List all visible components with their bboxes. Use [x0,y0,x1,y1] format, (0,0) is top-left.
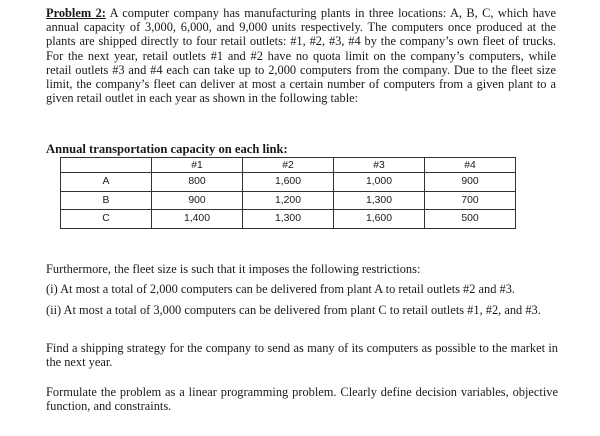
restrictions-intro: Furthermore, the fleet size is such that it imposes the following restrictions: [46,262,421,276]
problem-statement [46,6,556,105]
table-title: Annual transportation capacity on each link: [46,142,288,156]
task-text: Find a shipping strategy for the company to send as many of its computers as possible to the market in the next year. [46,341,558,370]
capacity-cell: 1,300 [334,191,425,210]
capacity-cell: 1,400 [152,210,243,229]
capacity-cell: 700 [425,191,516,210]
capacity-cell: 1,200 [243,191,334,210]
column-header: #4 [425,158,516,173]
capacity-cell: 500 [425,210,516,229]
capacity-cell: 900 [425,173,516,192]
restriction-item: (ii) At most a total of 3,000 computers can be delivered from plant C to retail outlets #1, #2, and #3. [46,303,541,317]
problem-label: Problem 2: [46,6,106,20]
capacity-cell: 900 [152,191,243,210]
capacity-cell: 1,600 [243,173,334,192]
capacity-table [60,157,516,229]
table-row [61,173,516,192]
capacity-cell: 1,300 [243,210,334,229]
capacity-cell: 1,000 [334,173,425,192]
capacity-cell: 800 [152,173,243,192]
plant-cell: C [61,210,152,229]
formulate-text: Formulate the problem as a linear programming problem. Clearly define decision variables, objective function, and constraints. [46,385,558,414]
table-corner-cell [61,158,152,173]
column-header: #1 [152,158,243,173]
plant-cell: A [61,173,152,192]
table-row [61,210,516,229]
column-header: #3 [334,158,425,173]
table-header-row [61,158,516,173]
column-header: #2 [243,158,334,173]
problem-text: A computer company has manufacturing plants in three locations: A, B, C, which have annual capacity of 3,000, 6,000, and 9,000 units respectively. The computers once produced at the plants are shipped directly to four retail outlets: #1, #2, #3, #4 by the company’s own fleet of trucks. For the next year, retail outlets #1 and #2 have no quota limit on the company’s computers, while retail outlets #3 and #4 each can take up to 2,000 computers from the company. Due to the fleet size limit, the company’s fleet can deliver at most a certain number of computers from a given plant to a given retail outlet in each year as shown in the following table: [46,6,556,106]
table-row [61,191,516,210]
plant-cell: B [61,191,152,210]
capacity-cell: 1,600 [334,210,425,229]
restriction-item: (i) At most a total of 2,000 computers can be delivered from plant A to retail outlets #2 and #3. [46,282,516,296]
